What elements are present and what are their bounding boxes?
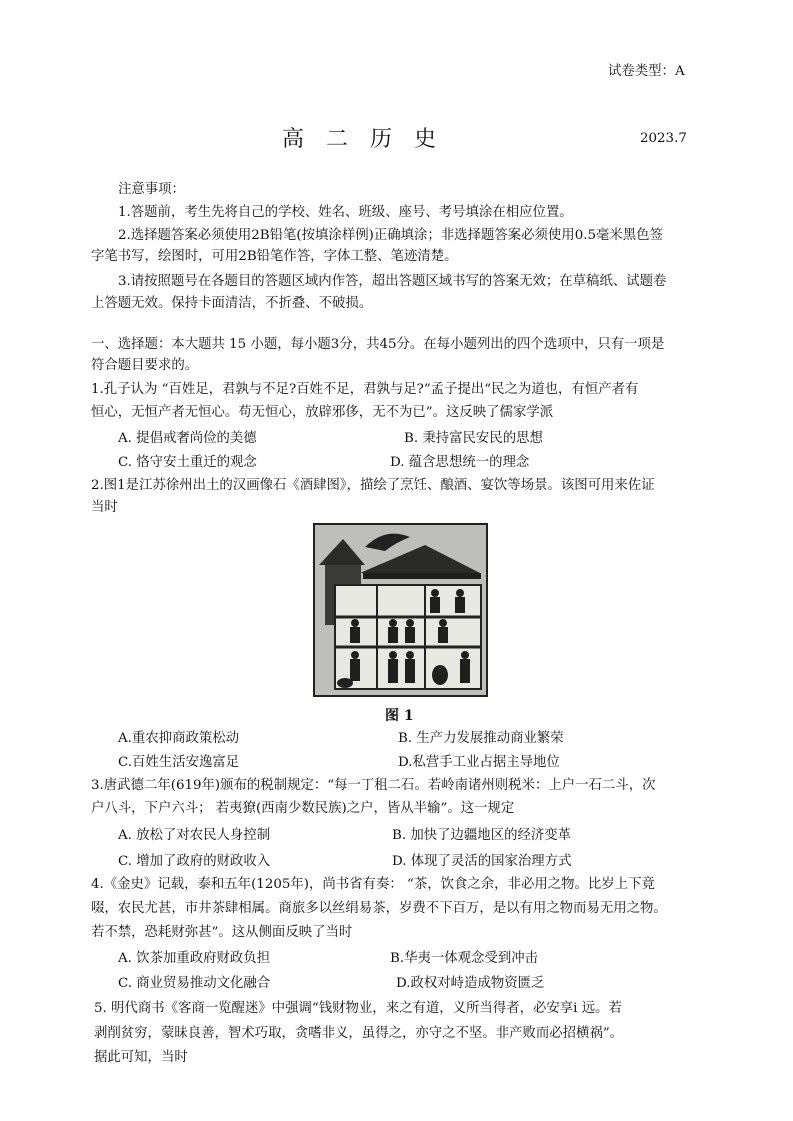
q2-option-a: A.重农抑商政策松动 <box>118 731 240 746</box>
exam-date: 2023.7 <box>640 131 687 146</box>
notice-item-2-line-1: 2.选择题答案必须使用2B铅笔(按填涂样例)正确填涂；非选择题答案必须使用0.5毫米黑色签 <box>118 228 663 243</box>
title-char: 高 <box>282 127 305 152</box>
tavern-scene-illustration <box>315 525 486 695</box>
page-title <box>282 122 458 153</box>
q2-option-d: D.私营手工业占据主导地位 <box>398 755 560 770</box>
q4-option-a: A. 饮茶加重政府财政负担 <box>118 951 271 966</box>
q1-option-c: C. 恪守安土重迁的观念 <box>118 455 257 470</box>
question-4-line-2: 啜，农民尤甚，市井茶肆相属。商旅多以丝绢易茶，岁费不下百万，是以有用之物而易无用之物。 <box>91 901 667 916</box>
q1-option-b: B. 秉持富民安民的思想 <box>404 431 543 446</box>
question-1-line-2: 恒心，无恒产者无恒心。苟无恒心，放辟邪侈，无不为已”。这反映了儒家学派 <box>91 405 554 420</box>
question-2-line-2: 当时 <box>91 500 118 515</box>
question-4-line-1: 4.《金史》记载，泰和五年(1205年)，尚书省有奏： “茶，饮食之余，非必用之物。比岁上下竟 <box>91 877 655 892</box>
q2-option-c: C.百姓生活安逸富足 <box>118 755 240 770</box>
question-5-line-1: 5. 明代商书《客商一览醒迷》中强调“钱财物业，来之有道，义所当得者，必安享i 远。若 <box>94 1001 622 1016</box>
q3-option-d: D. 体现了灵活的国家治理方式 <box>392 854 572 869</box>
q1-option-d: D. 蕴含思想统一的理念 <box>390 455 530 470</box>
figure-caption: 图 1 <box>385 708 414 724</box>
question-5-line-3: 据此可知，当时 <box>94 1050 188 1065</box>
title-char: 二 <box>326 127 349 152</box>
q4-option-c: C. 商业贸易推动文化融合 <box>118 976 271 991</box>
question-1-line-1: 1.孔子认为 “百姓足，君孰与不足?百姓不足，君孰与足?”孟子提出“民之为道也，有恒产者有 <box>91 382 639 397</box>
notice-item-3-line-1: 3.请按照题号在各题目的答题区域内作答，超出答题区域书写的答案无效；在草稿纸、试题卷 <box>118 274 667 289</box>
q2-option-b: B. 生产力发展推动商业繁荣 <box>398 731 564 746</box>
q3-option-a: A. 放松了对农民人身控制 <box>118 828 271 843</box>
question-3-line-1: 3.唐武德二年(619年)颁布的税制规定：“每一丁租二石。若岭南诸州则税米：上户一石二斗，次 <box>91 778 656 793</box>
notice-item-1: 1.答题前，考生先将自己的学校、姓名、班级、座号、考号填涂在相应位置。 <box>118 205 573 220</box>
q4-option-d: D.政权对峙造成物资匮乏 <box>396 976 545 991</box>
title-char: 历 <box>370 127 393 152</box>
section-heading-line-1: 一、选择题：本大题共 15 小题，每小题3分，共45分。在每小题列出的四个选项中，只有一项是 <box>91 337 665 352</box>
q4-option-b: B.华夷一体观念受到冲击 <box>390 951 539 966</box>
title-char: 史 <box>414 127 437 152</box>
q1-option-a: A. 提倡戒奢尚俭的美德 <box>118 431 257 446</box>
question-2-line-1: 2.图1是江苏徐州出土的汉画像石《酒肆图》，描绘了烹饪、酿酒、宴饮等场景。该图可用来佐证 <box>91 478 655 493</box>
section-heading-line-2: 符合题目要求的。 <box>91 358 199 373</box>
notice-item-2-line-2: 字笔书写，绘图时，可用2B铅笔作答，字体工整、笔迹清楚。 <box>91 249 458 264</box>
q3-option-c: C. 增加了政府的财政收入 <box>118 854 271 869</box>
notice-item-3-line-2: 上答题无效。保持卡面清洁，不折叠、不破损。 <box>91 296 373 311</box>
notice-heading: 注意事项： <box>118 182 185 197</box>
paper-type-label: 试卷类型：A <box>608 64 685 79</box>
question-3-line-2: 户八斗，下户六斗； 若夷獠(西南少数民族)之户，皆从半输”。这一规定 <box>91 801 515 816</box>
han-relief-figure <box>313 523 488 697</box>
q3-option-b: B. 加快了边疆地区的经济变革 <box>392 828 572 843</box>
question-5-line-2: 剥削贫穷，蒙昧良善，智术巧取，贪嗜非义，虽得之，亦守之不坚。非产败而必招横祸”。 <box>94 1026 624 1041</box>
question-4-line-3: 若不禁，恐耗财弥甚”。这从侧面反映了当时 <box>91 925 353 940</box>
